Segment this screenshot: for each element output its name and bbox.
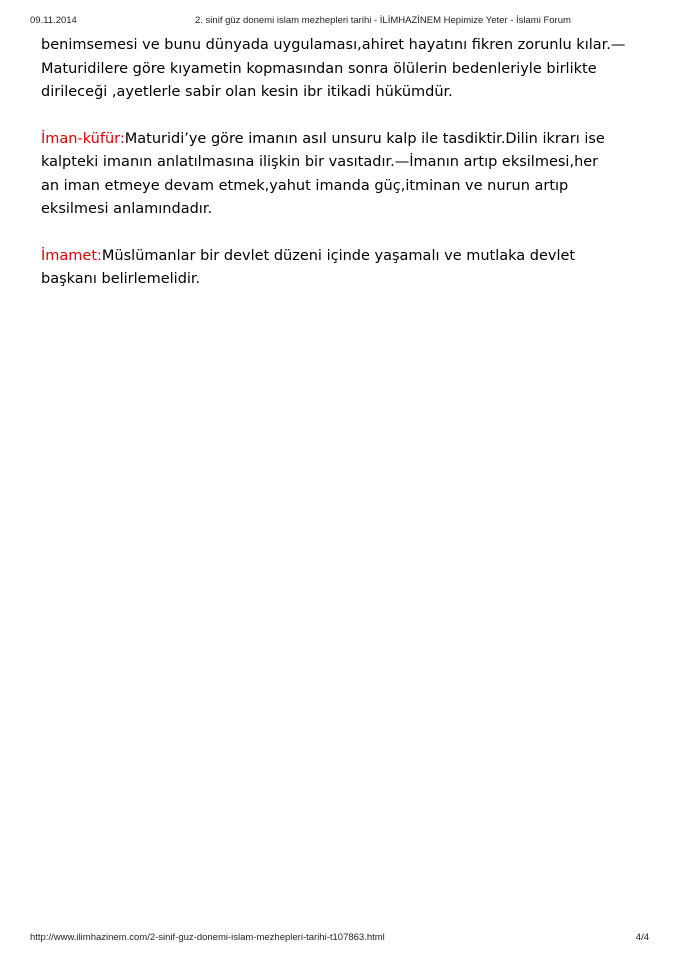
page-url: http://www.ilimhazinem.com/2-sinif-guz-donemi-islam-mezhepleri-tarihi-t107863.html — [30, 932, 385, 943]
text-line: benimsemesi ve bunu dünyada uygulaması,ahiret hayatını fikren zorunlu kılar.— — [41, 37, 626, 53]
article-body — [41, 34, 651, 315]
text-line — [41, 245, 651, 269]
section-label-imamet: İmamet: — [41, 247, 102, 264]
text-line — [41, 128, 651, 152]
print-footer — [30, 932, 649, 946]
print-header — [30, 15, 649, 29]
page-title: 2. sinif güz donemi islam mezhepleri tarihi - İLİMHAZİNEM Hepimize Yeter - İslami Forum — [195, 15, 571, 26]
page-number: 4/4 — [635, 932, 649, 943]
text-line: Maturidilere göre kıyametin kopmasından sonra ölülerin bedenleriyle birlikte — [41, 60, 597, 77]
text-line: eksilmesi anlamındadır. — [41, 201, 213, 217]
text-line: kalpteki imanın anlatılmasına ilişkin bir vasıtadır.—İmanın artıp eksilmesi,her — [41, 154, 599, 170]
text-line: an iman etmeye devam etmek,yahut imanda güç,itminan ve nurun artıp — [41, 177, 569, 194]
text-line-rest: Maturidi’ye göre imanın asıl unsuru kalp ile tasdiktir.Dilin ikrarı ise — [124, 130, 605, 147]
text-line: başkanı belirlemelidir. — [41, 271, 201, 287]
paragraph-ahiret — [41, 34, 651, 105]
text-line-rest: Müslümanlar bir devlet düzeni içinde yaşamalı ve mutlaka devlet — [101, 247, 576, 264]
text-line: dirileceği ,ayetlerle sabir olan kesin ibr itikadi hükümdür. — [41, 84, 453, 100]
section-label-iman-kufur: İman-küfür: — [41, 130, 125, 147]
paragraph-iman-kufur — [41, 128, 651, 222]
print-date: 09.11.2014 — [30, 15, 77, 26]
paragraph-imamet — [41, 245, 651, 292]
